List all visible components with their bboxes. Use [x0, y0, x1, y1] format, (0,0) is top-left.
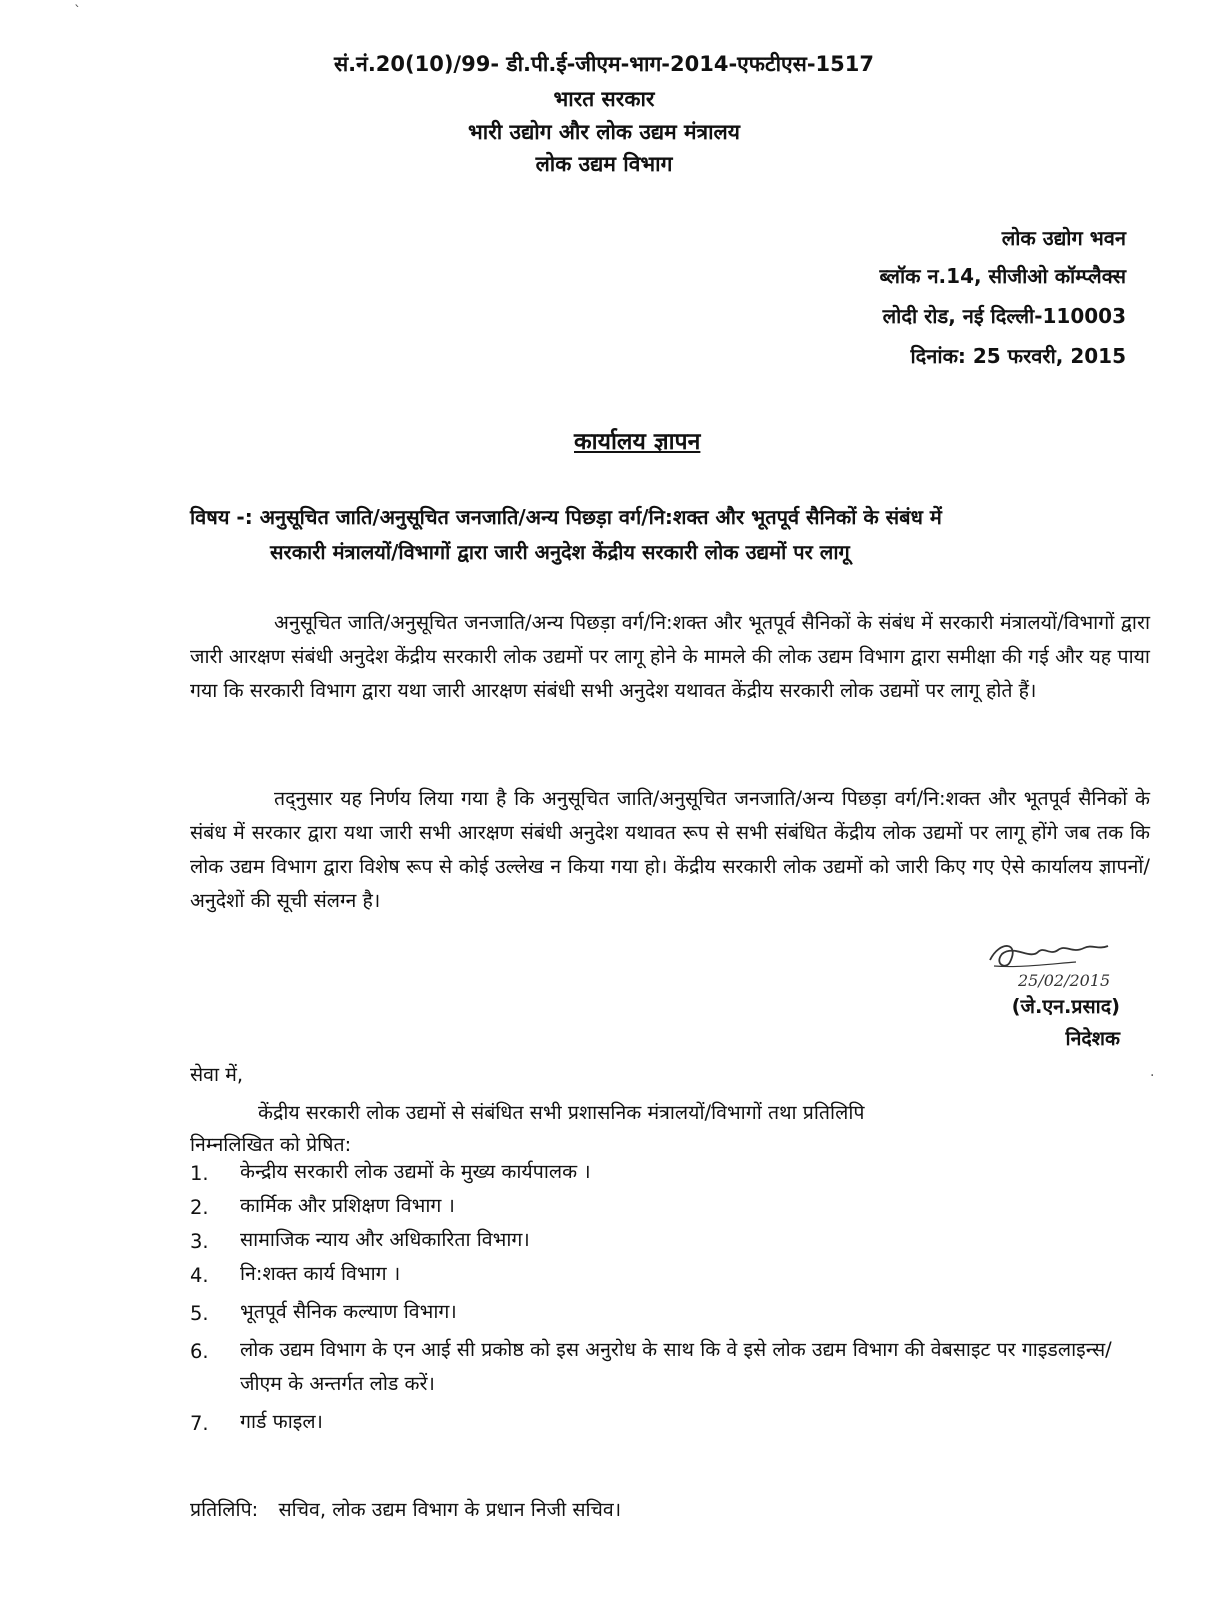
copy-to-line: [190, 1495, 621, 1522]
scan-speck: ˋ: [74, 4, 81, 20]
subject-block: [190, 500, 1150, 570]
government-name: भारत सरकार: [553, 87, 655, 111]
address-line-3: लोदी रोड, नई दिल्ली-110003: [882, 304, 1126, 328]
list-item-number: 4.: [190, 1264, 209, 1287]
ministry-name: भारी उद्योग और लोक उद्यम मंत्रालय: [468, 120, 740, 144]
scan-speck: ·: [1150, 1068, 1155, 1084]
list-item: केन्द्रीय सरकारी लोक उद्यमों के मुख्य कार्यपालक ।: [240, 1160, 591, 1183]
signature-scrawl-icon: [980, 930, 1130, 990]
recipients-intro-line-2: निम्नलिखित को प्रेषित:: [190, 1133, 352, 1156]
memo-title: कार्यालय ज्ञापन: [574, 429, 701, 455]
copy-text: सचिव, लोक उद्यम विभाग के प्रधान निजी सचिव।: [278, 1498, 622, 1521]
signatory-name: (जे.एन.प्रसाद): [1011, 995, 1120, 1018]
signatory-designation: निदेशक: [1065, 1027, 1120, 1050]
salutation: सेवा में,: [190, 1063, 244, 1086]
recipients-intro-line-1: केंद्रीय सरकारी लोक उद्यमों से संबंधित सभी प्रशासनिक मंत्रालयों/विभागों तथा प्रतिलिपि: [258, 1101, 865, 1124]
list-item: लोक उद्यम विभाग के एन आई सी प्रकोष्ठ को इस अनुरोध के साथ कि वे इसे लोक उद्यम विभाग की वेबसाइट पर गाइडलाइन्स/जीएम के अन्तर्गत लोड करें।: [240, 1338, 1112, 1395]
paragraph-2: तद्नुसार यह निर्णय लिया गया है कि अनुसूचित जाति/अनुसूचित जनजाति/अन्य पिछड़ा वर्ग/नि:शक्त और भूतपूर्व सैनिकों के संबंध में सरकार द्वारा यथा जारी सभी आरक्षण संबंधी अनुदेश यथावत रूप से सभी संबंधित केंद्रीय लोक उद्यमों पर लागू होंगे जब तक कि लोक उद्यम विभाग द्वारा विशेष रूप से कोई उल्लेख न किया गया हो। केंद्रीय सरकारी लोक उद्यमों को जारी किए गए ऐसे कार्यालय ज्ञापनों/अनुदेशों की सूची संलग्न है।: [190, 787, 1150, 912]
address-line-1: लोक उद्योग भवन: [1001, 226, 1126, 250]
document-date: दिनांक: 25 फरवरी, 2015: [910, 344, 1126, 368]
list-item-number: 3.: [190, 1230, 209, 1253]
list-item: सामाजिक न्याय और अधिकारिता विभाग।: [240, 1228, 530, 1251]
list-item-number: 5.: [190, 1302, 209, 1325]
list-item-number: 7.: [190, 1412, 209, 1435]
list-item: भूतपूर्व सैनिक कल्याण विभाग।: [240, 1300, 457, 1323]
subject-text-1: अनुसूचित जाति/अनुसूचित जनजाति/अन्य पिछड़ा वर्ग/नि:शक्त और भूतपूर्व सैनिकों के संबंध में: [259, 505, 942, 529]
list-item-number: 6.: [190, 1340, 209, 1363]
paragraph-1: अनुसूचित जाति/अनुसूचित जनजाति/अन्य पिछड़ा वर्ग/नि:शक्त और भूतपूर्व सैनिकों के संबंध में सरकारी मंत्रालयों/विभागों द्वारा जारी आरक्षण संबंधी अनुदेश केंद्रीय सरकारी लोक उद्यमों पर लागू होने के मामले की लोक उद्यम विभाग द्वारा समीक्षा की गई और यह पाया गया कि सरकारी विभाग द्वारा यथा जारी आरक्षण संबंधी सभी अनुदेश यथावत केंद्रीय सरकारी लोक उद्यमों पर लागू होते हैं।: [190, 611, 1150, 702]
list-item-number: 2.: [190, 1196, 209, 1219]
subject-text-2: सरकारी मंत्रालयों/विभागों द्वारा जारी अनुदेश केंद्रीय सरकारी लोक उद्यमों पर लागू: [270, 540, 850, 564]
list-item: कार्मिक और प्रशिक्षण विभाग ।: [240, 1194, 455, 1217]
address-line-2: ब्लॉक न.14, सीजीओ कॉम्प्लैक्स: [879, 264, 1126, 288]
list-item: गार्ड फाइल।: [240, 1410, 323, 1433]
copy-label: प्रतिलिपि:: [190, 1498, 259, 1521]
signature-date: 25/02/2015: [1018, 971, 1111, 990]
list-item: नि:शक्त कार्य विभाग ।: [240, 1262, 401, 1285]
list-item-number: 1.: [190, 1162, 209, 1185]
subject-label: विषय -:: [190, 505, 253, 529]
subject-line-1: [190, 500, 1150, 535]
signature-mark: [980, 930, 1130, 990]
reference-number: सं.नं.20(10)/99- डी.पी.ई-जीएम-भाग-2014-एफटीएस-1517: [333, 52, 874, 76]
department-name: लोक उद्यम विभाग: [535, 152, 673, 176]
